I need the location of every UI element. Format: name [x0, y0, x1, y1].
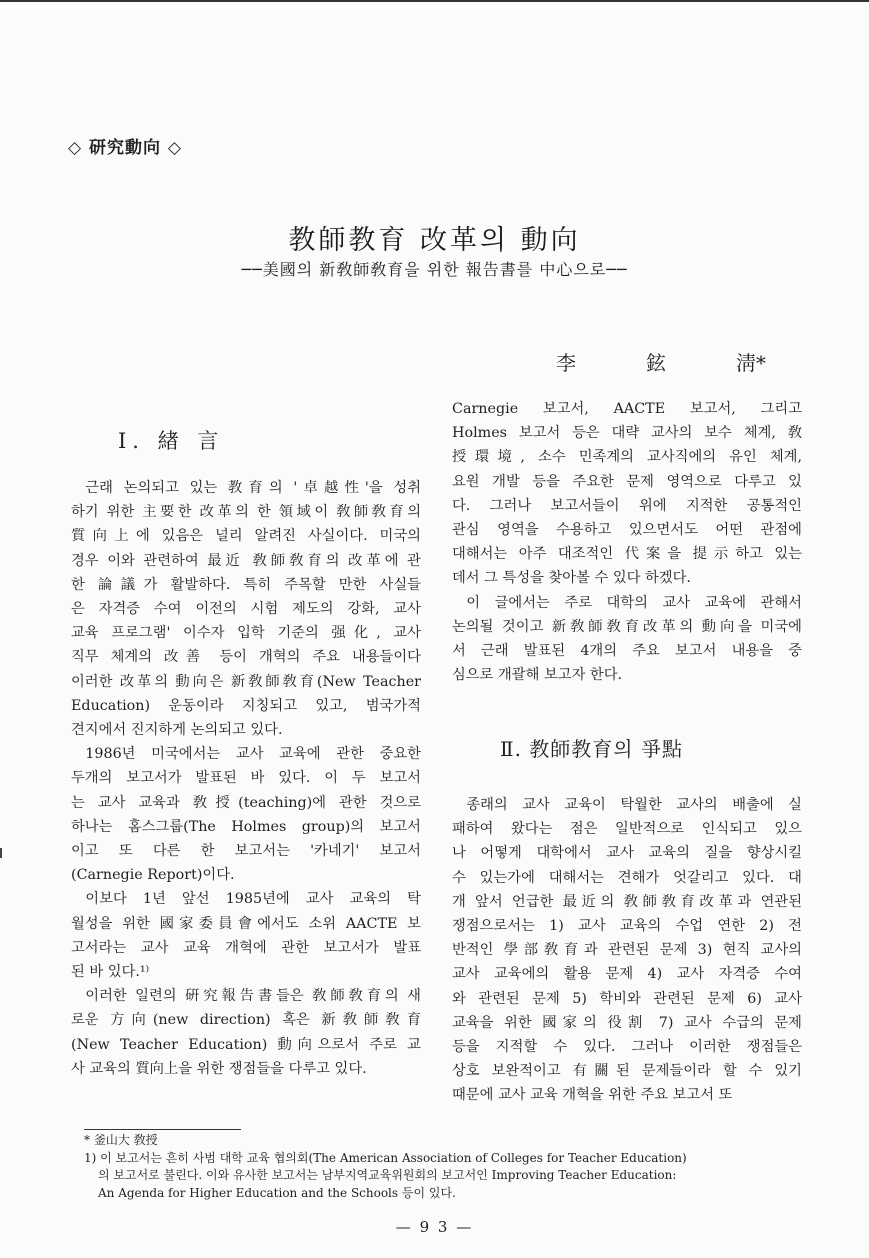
text-line: 데서 그 특성을 찾아볼 수 있다 하겠다.	[452, 570, 691, 587]
text-line: 이러한 改革의 動向은 新敎師敎育(New Teacher	[71, 673, 421, 690]
author-char-1: 李	[556, 351, 576, 375]
text-line: 로운 方向(new direction) 혹은 新敎師敎育	[71, 1012, 421, 1029]
text-line: (Carnegie Report)이다.	[71, 867, 235, 884]
author-char-2: 鉉	[646, 351, 666, 375]
text-line: 패하여 왔다는 점은 일반적으로 인식되고 있으	[452, 821, 802, 838]
text-line: 심으로 개괄해 보고자 한다.	[452, 667, 623, 684]
text-line: 1986년 미국에서는 교사 교육에 관한 중요한	[85, 746, 421, 763]
text-line: 등을 지적할 수 있다. 그러나 이러한 쟁점들은	[452, 1039, 802, 1056]
text-line: 수 있는가에 대해서는 견해가 엇갈리고 있다. 대	[452, 869, 802, 886]
article-title: 教師教育 改革의 動向	[288, 225, 581, 256]
right-column-top	[452, 397, 802, 687]
text-line: 상호 보완적이고 有關된 문제들이라 할 수 있기	[452, 1063, 802, 1080]
text-line: Holmes 보고서 등은 대략 교사의 보수 체계, 敎	[452, 425, 802, 442]
text-line: 교육을 위한 國家의 役割 7) 교사 수급의 문제	[452, 1014, 802, 1031]
text-line: 교사 교육에의 활용 문제 4) 교사 자격증 수여	[452, 966, 802, 983]
edge-mark	[0, 848, 2, 858]
text-line: 다. 그러나 보고서들이 위에 지적한 공통적인	[452, 497, 802, 514]
text-line: 고서라는 교사 교육 개혁에 관한 보고서가 발표	[71, 939, 421, 956]
footnote-rule	[84, 1129, 241, 1130]
text-line: 이 글에서는 주로 대학의 교사 교육에 관해서	[466, 594, 802, 611]
text-line: 서 근래 발표된 4개의 주요 보고서 내용을 중	[452, 643, 802, 660]
section-tag: ◇ 研究動向 ◇	[68, 138, 182, 158]
text-line: 된 바 있다.¹⁾	[71, 964, 150, 981]
text-line: 종래의 교사 교육이 탁월한 교사의 배출에 실	[466, 797, 802, 813]
text-line: (New Teacher Education) 動向으로서 주로 교	[71, 1036, 421, 1053]
left-column	[71, 476, 421, 1081]
author-char-3: 淸*	[736, 351, 766, 375]
text-line: 하기 위한 主要한 改革의 한 領域이 敎師敎育의	[71, 504, 421, 521]
text-line: 경우 이와 관련하여 最近 敎師敎育의 改革에 관	[71, 552, 421, 569]
text-line: 쟁점으로서는 1) 교사 교육의 수업 연한 2) 전	[452, 918, 802, 935]
text-line: 質向上에 있음은 널리 알려진 사실이다. 미국의	[71, 528, 421, 545]
text-line: 이보다 1년 앞선 1985년에 교사 교육의 탁	[85, 891, 421, 908]
text-line: 교육 프로그램' 이수자 입학 기준의 强化, 교사	[71, 625, 421, 642]
text-line: 은 자격증 수여 이전의 시험 제도의 강화, 교사	[71, 601, 421, 618]
text-line: 직무 체계의 改善 등이 개혁의 주요 내용들이다	[71, 649, 421, 666]
footnotes	[84, 1132, 804, 1202]
text-line: 나 어떻게 대학에서 교사 교육의 질을 향상시킬	[452, 845, 802, 862]
text-line: Carnegie 보고서, AACTE 보고서, 그리고	[452, 401, 802, 417]
text-line: 한 論議가 활발하다. 특히 주목할 만한 사실들	[71, 576, 421, 593]
right-column-bottom	[452, 793, 802, 1108]
text-line: 관심 영역을 수용하고 있으면서도 어떤 관점에	[452, 522, 802, 539]
section-heading-issues: Ⅱ. 教師教育의 爭點	[500, 737, 683, 761]
text-line: 월성을 위한 國家委員會에서도 소위 AACTE 보	[71, 915, 421, 932]
text-line: 요원 개발 등을 주요한 문제 영역으로 다루고 있	[452, 473, 802, 490]
footnote-affiliation: * 釜山大 敎授	[84, 1133, 158, 1147]
text-line: Education) 운동이라 지칭되고 있고, 범국가적	[71, 697, 421, 714]
text-line: 근래 논의되고 있는 教育의 '卓越性'을 성취	[85, 480, 421, 496]
text-line: 대해서는 아주 대조적인 代案을 提示하고 있는	[452, 546, 802, 563]
top-rule	[0, 0, 869, 2]
text-line: 授環境, 소수 민족계의 교사직에의 유인 체계,	[452, 449, 802, 466]
footnote-1-line-1: 1) 이 보고서는 흔히 사범 대학 교육 협의회(The American Association of Colleges for Teacher Education)	[84, 1150, 687, 1165]
text-line: 반적인 學部敎育과 관련된 문제 3) 현직 교사의	[452, 942, 802, 959]
footnote-1-line-2: 의 보고서로 불린다. 이와 유사한 보고서는 남부지역교육위원회의 보고서인 Improving Teacher Education:	[98, 1168, 677, 1182]
text-line: 때문에 교사 교육 개혁을 위한 주요 보고서 또	[452, 1087, 733, 1104]
text-line: 두개의 보고서가 발표된 바 있다. 이 두 보고서	[71, 770, 421, 787]
text-line: 하나는 홈스그룹(The Holmes group)의 보고서	[71, 818, 421, 835]
author-name	[556, 347, 766, 376]
text-line: 이고 또 다른 한 보고서는 '카네기' 보고서	[71, 843, 421, 860]
article-subtitle: ──美國의 新敎師敎育을 위한 報告書를 中心으로──	[241, 260, 628, 279]
text-line: 와 관련된 문제 5) 학비와 관련된 문제 6) 교사	[452, 990, 802, 1007]
section-heading-introduction: Ⅰ. 緖 言	[118, 429, 225, 453]
text-line: 이러한 일련의 硏究報告書들은 敎師敎育의 새	[85, 988, 421, 1005]
page-number: — 9 3 —	[395, 1218, 474, 1236]
text-line: 사 교육의 質向上을 위한 쟁점들을 다루고 있다.	[71, 1060, 367, 1077]
text-line: 논의될 것이고 新敎師敎育改革의 動向을 미국에	[452, 618, 802, 635]
text-line: 개 앞서 언급한 最近의 敎師敎育改革과 연관된	[452, 893, 802, 910]
text-line: 는 교사 교육과 敎授(teaching)에 관한 것으로	[71, 794, 421, 811]
text-line: 견지에서 진지하게 논의되고 있다.	[71, 722, 283, 739]
footnote-1-line-3: An Agenda for Higher Education and the Schools 등이 있다.	[98, 1185, 456, 1200]
